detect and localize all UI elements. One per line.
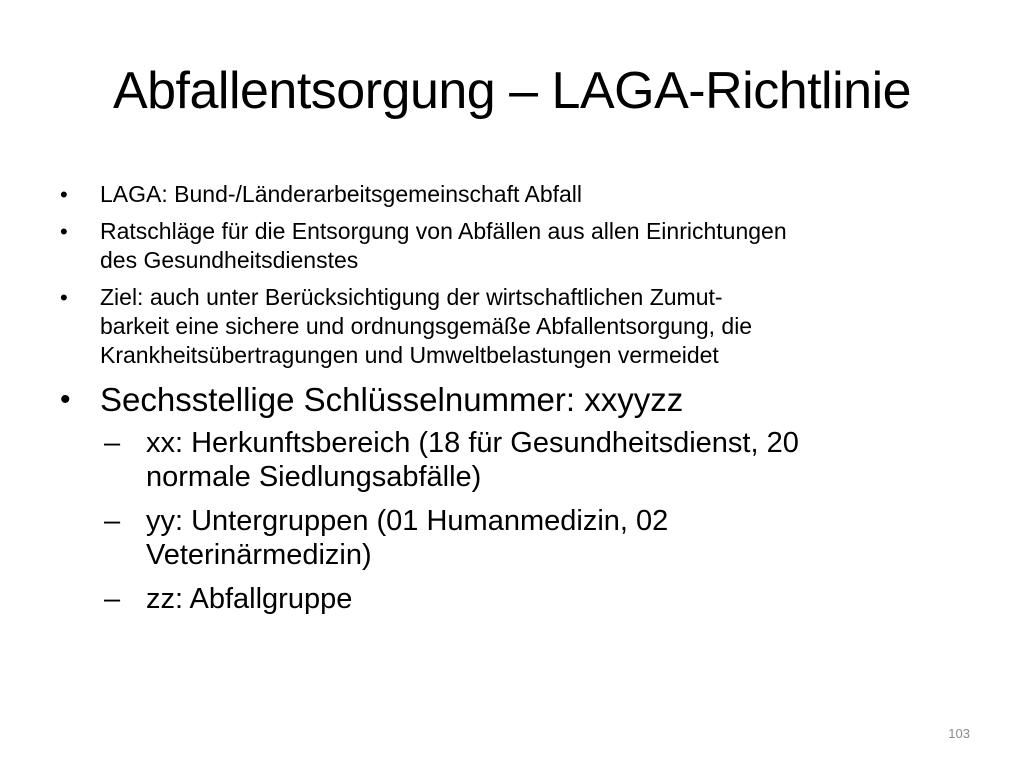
sub-item-zz	[58, 582, 958, 616]
sub-item-xx	[58, 426, 958, 494]
sub-item-text-line: normale Siedlungsabfälle)	[146, 461, 482, 493]
dash-icon: –	[104, 505, 121, 537]
sub-item-yy	[58, 504, 958, 572]
page-number: 103	[948, 726, 970, 741]
bullet-text-line: barkeit eine sichere und ordnungsgemäße Abfallentsorgung, die	[100, 313, 753, 339]
bullet-schluesselnummer	[58, 380, 958, 420]
slide-title: Abfallentsorgung – LAGA-Richtlinie	[112, 62, 912, 120]
bullet-text-line: Krankheitsübertragungen und Umweltbelastungen vermeidet	[100, 342, 719, 368]
bullet-ziel	[58, 283, 958, 370]
bullet-text-line: Ziel: auch unter Berücksichtigung der wirtschaftlichen Zumut-	[100, 284, 723, 310]
bullet-text-line: des Gesundheitsdienstes	[100, 247, 359, 273]
dash-icon: –	[104, 583, 121, 615]
sub-item-text-line: zz: Abfallgruppe	[146, 583, 353, 615]
bullet-icon: •	[60, 383, 71, 416]
bullet-icon: •	[60, 219, 68, 244]
sub-item-text-line: yy: Untergruppen (01 Humanmedizin, 02	[146, 505, 669, 537]
bullet-icon: •	[60, 285, 68, 310]
slide-content	[58, 180, 958, 626]
bullet-text-line: Sechsstellige Schlüsselnummer: xxyyzz	[100, 381, 684, 418]
sub-item-text-line: Veterinärmedizin)	[146, 539, 372, 571]
sub-item-text-line: xx: Herkunftsbereich (18 für Gesundheitsdienst, 20	[146, 427, 799, 459]
bullet-laga	[58, 180, 958, 209]
bullet-ratschlaege	[58, 217, 958, 275]
dash-icon: –	[104, 427, 121, 459]
bullet-text-line: Ratschläge für die Entsorgung von Abfällen aus allen Einrichtungen	[100, 218, 787, 244]
bullet-icon: •	[60, 182, 68, 207]
bullet-text-line: LAGA: Bund-/Länderarbeitsgemeinschaft Abfall	[100, 181, 583, 207]
